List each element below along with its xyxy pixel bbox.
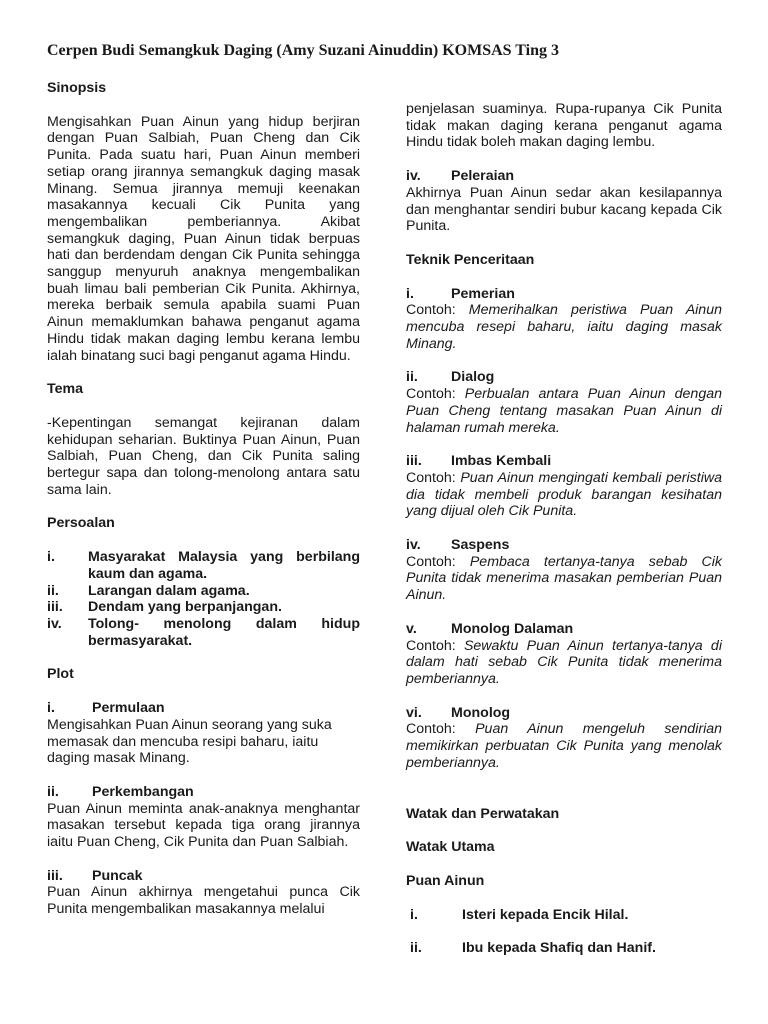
- teknik-item-title: [406, 453, 722, 470]
- left-column: [47, 80, 360, 918]
- teknik-item-label: Monolog: [451, 704, 511, 721]
- teknik-item-example: [406, 386, 722, 436]
- persoalan-heading: Persoalan: [47, 515, 115, 532]
- persoalan-item: [47, 549, 360, 582]
- plot-heading: Plot: [47, 666, 74, 683]
- teknik-item-example: [406, 554, 722, 604]
- teknik-item-example: [406, 302, 722, 352]
- plot-stage-number: i.: [47, 700, 55, 717]
- plot-stage-text: Mengisahkan Puan Ainun seorang yang suka memasak dan mencuba resipi baharu, iaitu daging masak Minang.: [47, 716, 332, 767]
- persoalan-item-number: i.: [47, 549, 55, 566]
- plot-stage-number: iii.: [47, 867, 63, 884]
- plot-puncak-continued: penjelasan suaminya. Rupa-rupanya Cik Punita tidak makan daging kerana penganut agama Hindu tidak boleh makan daging lembu.: [406, 101, 722, 151]
- watak-trait-number: ii.: [410, 940, 422, 957]
- plot-stage-label: Perkembangan: [92, 783, 194, 800]
- teknik-item-title: [406, 621, 722, 638]
- teknik-example-text: Memerihalkan peristiwa Puan Ainun mencuba resepi baharu, iaitu daging masak Minang.: [406, 302, 722, 352]
- persoalan-item-number: iii.: [47, 599, 63, 616]
- plot-stage-number: ii.: [47, 783, 59, 800]
- persoalan-item: [47, 583, 360, 600]
- tema-text: -Kepentingan semangat kejiranan dalam kehidupan seharian. Buktinya Puan Ainun, Puan Salbiah, Puan Cheng, dan Cik Punita saling bertegur sapa dan tolong-menolong antara satu sama lain.: [47, 414, 360, 498]
- persoalan-item-text: Larangan dalam agama.: [88, 582, 250, 599]
- teknik-item-label: Monolog Dalaman: [451, 620, 574, 637]
- right-column: [406, 101, 722, 974]
- plot-stage-text: Puan Ainun akhirnya mengetahui punca Cik Punita mengembalikan masakannya melalui: [47, 884, 360, 918]
- persoalan-item-number: iv.: [47, 615, 62, 632]
- contoh-label: Contoh:: [406, 553, 456, 570]
- persoalan-list: [47, 549, 360, 649]
- persoalan-item-number: ii.: [47, 582, 59, 599]
- plot-stage-title: [47, 868, 360, 885]
- teknik-item-label: Imbas Kembali: [451, 453, 552, 470]
- contoh-label: Contoh:: [406, 469, 456, 486]
- persoalan-item: [47, 599, 360, 616]
- document-title: Cerpen Budi Semangkuk Daging (Amy Suzani Ainuddin) KOMSAS Ting 3: [47, 42, 560, 59]
- teknik-example-text: Puan Ainun mengeluh sendirian memikirkan perbuatan Cik Punita yang menolak pemberiannya.: [406, 721, 723, 771]
- teknik-item-number: i.: [406, 285, 414, 302]
- teknik-item-example: [406, 470, 722, 520]
- plot-stage-text: Puan Ainun meminta anak-anaknya menghantar masakan tersebut kepada tiga orang jirannya iaitu Puan Cheng, Cik Punita dan Puan Salbiah.: [47, 800, 360, 851]
- contoh-label: Contoh:: [406, 302, 456, 319]
- teknik-item-label: Dialog: [451, 369, 495, 386]
- persoalan-item-text: Dendam yang berpanjangan.: [88, 599, 282, 616]
- watak-heading: Watak dan Perwatakan: [406, 805, 560, 822]
- tema-heading: Tema: [47, 381, 84, 398]
- teknik-item-number: iii.: [406, 453, 422, 470]
- teknik-heading: Teknik Penceritaan: [406, 251, 535, 268]
- plot-stage-label: Permulaan: [92, 700, 165, 717]
- teknik-example-text: Sewaktu Puan Ainun tertanya-tanya di dalam hati sebab Cik Punita tidak menerima pemberiannya.: [406, 637, 722, 687]
- persoalan-item-text: Tolong- menolong dalam hidup bermasyarakat.: [88, 615, 360, 649]
- plot-stage-title: [47, 784, 360, 801]
- teknik-item-label: Pemerian: [451, 285, 515, 302]
- teknik-item-number: vi.: [406, 704, 422, 721]
- teknik-item-example: [406, 721, 722, 771]
- teknik-item-example: [406, 638, 722, 688]
- sinopsis-heading: Sinopsis: [47, 80, 107, 96]
- teknik-item-title: [406, 369, 722, 386]
- plot-stage-label: Puncak: [92, 867, 143, 884]
- watak-trait: [406, 907, 722, 924]
- persoalan-item: [47, 616, 360, 649]
- teknik-example-text: Puan Ainun mengingati kembali peristiwa dia tidak membeli produk barangan kesihatan yang dijual oleh Cik Punita.: [406, 469, 722, 520]
- watak-trait: [406, 940, 722, 957]
- teknik-item-title: [406, 705, 722, 722]
- plot-stage-text: Akhirnya Puan Ainun sedar akan kesilapannya dan menghantar sendiri bubur kacang kepada Cik Punita.: [406, 184, 722, 235]
- teknik-item-number: v.: [406, 620, 417, 637]
- persoalan-item-text: Masyarakat Malaysia yang berbilang kaum dan agama.: [88, 549, 360, 582]
- watak-utama-heading: Watak Utama: [406, 839, 495, 856]
- watak-trait-number: i.: [410, 906, 418, 923]
- contoh-label: Contoh:: [406, 637, 456, 654]
- teknik-item-label: Saspens: [451, 537, 510, 554]
- plot-stage-number: iv.: [406, 168, 421, 185]
- contoh-label: Contoh:: [406, 721, 456, 738]
- plot-stage-title: [406, 168, 722, 185]
- plot-stage-title: [47, 700, 360, 717]
- teknik-example-text: Perbualan antara Puan Ainun dengan Puan Cheng tentang masakan Puan Ainun di halaman rumah mereka.: [406, 386, 722, 436]
- teknik-item-title: [406, 537, 722, 554]
- teknik-example-text: Pembaca tertanya-tanya sebab Cik Punita tidak menerima masakan pemberian Puan Ainun.: [406, 553, 722, 604]
- plot-stage-label: Peleraian: [451, 168, 515, 185]
- teknik-item-title: [406, 286, 722, 303]
- contoh-label: Contoh:: [406, 386, 456, 403]
- watak-trait-text: Ibu kepada Shafiq dan Hanif.: [462, 940, 656, 957]
- watak-trait-text: Isteri kepada Encik Hilal.: [462, 906, 629, 923]
- watak-name: Puan Ainun: [406, 872, 485, 889]
- teknik-item-number: iv.: [406, 537, 421, 554]
- sinopsis-text: Mengisahkan Puan Ainun yang hidup berjiran dengan Puan Salbiah, Puan Cheng dan Cik Punita. Pada suatu hari, Puan Ainun memberi setiap orang jirannya semangkuk daging masak Minang. Semua jirannya memuji keenakan masakannya kecuali Cik Punita yang mengembalikan pemberiannya. Akibat semangkuk daging, Puan Ainun tidak berpuas hati dan berdendam dengan Cik Punita sehingga sanggup menyuruh anaknya mengembalikan buah limau bali pemberian Cik Punita. Akhirnya, mereka berbaik semula apabila suami Puan Ainun memaklumkan bahawa penganut agama Hindu tidak makan daging lembu kerana lembu ialah binatang suci bagi penganut agama Hindu.: [47, 113, 360, 364]
- teknik-item-number: ii.: [406, 369, 418, 386]
